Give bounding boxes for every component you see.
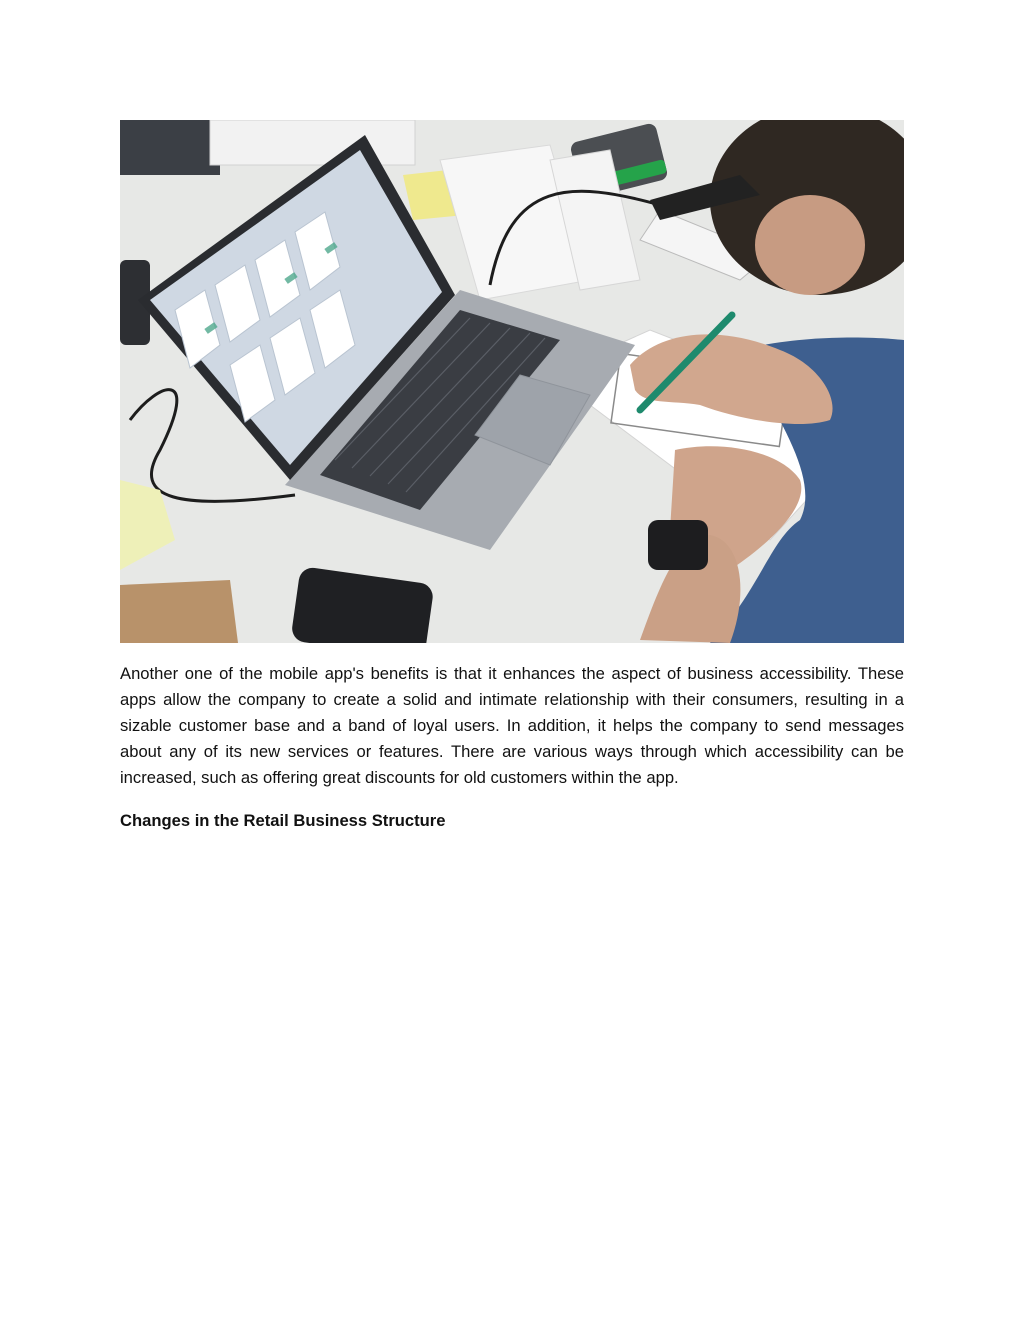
person-face [755,195,865,295]
photo-designer-at-laptop-sketching [120,120,904,643]
body-paragraph: Another one of the mobile app's benefits is that it enhances the aspect of business accessibility. These apps allow the company to create a solid and intimate relationship with their consumers, resulting in a sizable customer base and a band of loyal users. In addition, it helps the company to send messages about any of its new services or features. There are various ways through which accessibility can be increased, such as offering great discounts for old customers within the app. [120,664,904,787]
photo-illustration [120,120,904,643]
paper-sheet [210,120,415,165]
section-heading: Changes in the Retail Business Structure [120,811,446,830]
smartwatch [648,520,708,570]
cork-notebook [120,580,238,643]
tablet-device [120,120,220,175]
